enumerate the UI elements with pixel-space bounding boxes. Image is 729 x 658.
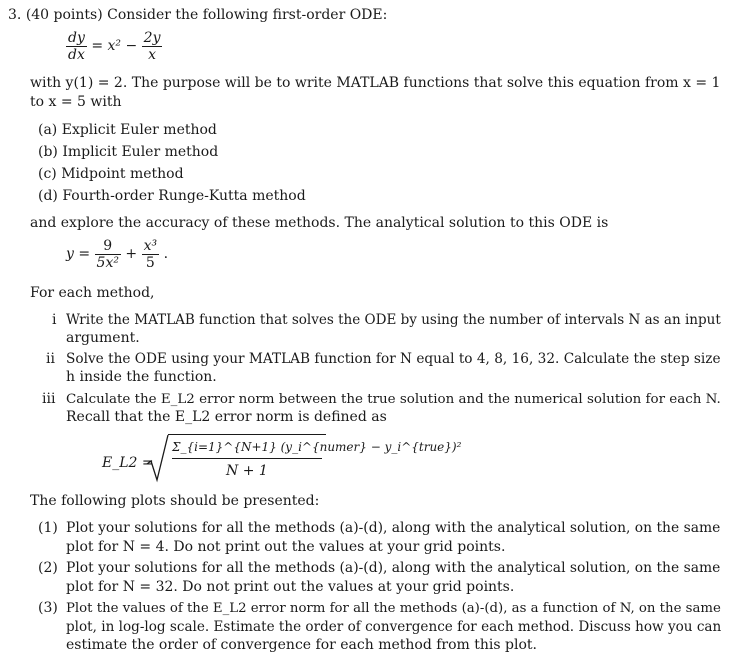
task-line: argument. [66,330,140,346]
ode-lhs-den: dx [68,47,85,63]
ode-lhs-fraction [66,30,87,63]
problem-points: (40 points) [25,7,103,23]
task-line: Recall that the E_L2 error norm is defined as [66,409,387,425]
task-line: h inside the function. [66,369,217,385]
plot-label: (2) [38,560,58,576]
solution-f2-num: x³ [143,238,158,254]
plot-line: Plot your solutions for all the methods (a)-(d), along with the analytical solution, on the same [66,560,721,576]
ode-rhs-den: x [148,47,157,63]
analytical-intro: and explore the accuracy of these methods. The analytical solution to this ODE is [30,215,609,231]
task-label: i [52,312,57,328]
norm-lhs: E_L2 = [102,455,154,471]
solution-f2-den: 5 [145,255,155,271]
solution-lhs: y = [66,246,91,262]
sqrt-sign-icon [146,434,170,484]
plots-intro: The following plots should be presented: [30,493,320,509]
condition-line-2: to x = 5 with [30,94,122,110]
for-each-method: For each method, [30,285,155,301]
condition-line-1: with y(1) = 2. The purpose will be to write MATLAB functions that solve this equation from x = 1 [30,75,721,91]
task-label: iii [42,391,56,407]
task-line: Write the MATLAB function that solves the ODE by using the number of intervals N as an input [66,312,721,328]
task-line: Calculate the E_L2 error norm between the true solution and the numerical solution for each N. [66,392,721,407]
ode-lhs-num: dy [68,30,85,46]
ode-rhs-fraction [142,30,163,63]
problem-intro: Consider the following first-order ODE: [107,7,388,23]
plot-label: (3) [38,600,58,616]
norm-denominator: N + 1 [226,463,268,479]
method-item: (a) Explicit Euler method [38,122,217,138]
ode-equation [66,30,162,63]
plot-line: plot for N = 32. Do not print out the values at your grid points. [66,579,515,595]
task-line: Solve the ODE using your MATLAB function for N equal to 4, 8, 16, 32. Calculate the step size [66,351,721,367]
solution-plus: + [125,246,138,262]
plot-line: Plot your solutions for all the methods (a)-(d), along with the analytical solution, on the same [66,520,721,536]
method-item: (b) Implicit Euler method [38,144,219,160]
task-label: ii [46,351,55,367]
analytical-solution [66,238,168,271]
plot-line: plot for N = 4. Do not print out the values at your grid points. [66,539,506,555]
solution-f1-num: 9 [95,238,121,255]
ode-rhs-num: 2y [143,30,161,46]
problem-number: 3. [8,7,22,23]
plot-line: Plot the values of the E_L2 error norm for all the methods (a)-(d), as a function of N, on the same [66,601,721,616]
solution-fraction-1 [95,238,121,271]
problem-header [8,6,387,25]
method-item: (c) Midpoint method [38,166,184,182]
sqrt-bar [168,434,326,435]
norm-numerator: Σ_{i=1}^{N+1} (y_i^{numer} − y_i^{true})² [172,440,462,454]
solution-f1-den: 5x² [96,255,119,271]
plot-line: estimate the order of convergence for each method from this plot. [66,637,537,653]
plot-label: (1) [38,520,58,536]
solution-end: . [163,246,169,262]
norm-fraction-bar [172,458,322,459]
method-item: (d) Fourth-order Runge-Kutta method [38,188,306,204]
plot-line: plot, in log-log scale. Estimate the order of convergence for each method. Discuss how you can [66,619,722,635]
ode-mid: = x² − [91,38,138,54]
solution-fraction-2 [142,238,160,271]
